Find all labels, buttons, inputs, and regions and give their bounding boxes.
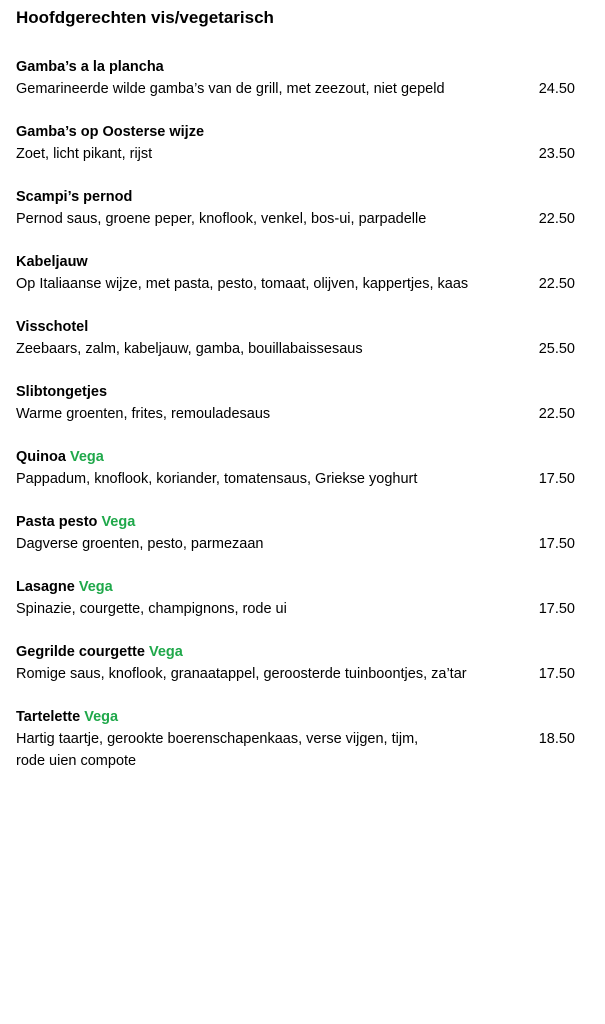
item-description: Spinazie, courgette, champignons, rode ui: [16, 601, 287, 617]
menu-item: [16, 381, 605, 425]
vega-tag: Vega: [148, 644, 183, 660]
menu-item: [16, 576, 605, 620]
item-price: 22.50: [538, 406, 575, 422]
item-description: Romige saus, knoflook, granaatappel, geroosterde tuinboontjes, za’tar: [16, 666, 467, 682]
item-price: 22.50: [538, 276, 575, 292]
item-description: Pernod saus, groene peper, knoflook, venkel, bos-ui, parpadelle: [16, 211, 427, 227]
item-name: Scampi’s pernod: [16, 189, 133, 205]
menu-list: [16, 56, 605, 772]
item-description: Dagverse groenten, pesto, parmezaan: [16, 536, 264, 552]
item-name: Tartelette: [16, 709, 81, 725]
menu-item: [16, 706, 605, 772]
item-name: Gamba’s op Oosterse wijze: [16, 124, 205, 140]
item-price: 24.50: [538, 81, 575, 97]
vega-tag: Vega: [101, 514, 136, 530]
item-name: Lasagne: [16, 579, 75, 595]
item-price: 25.50: [538, 341, 575, 357]
item-name: Gegrilde courgette: [16, 644, 145, 660]
item-price: 17.50: [538, 666, 575, 682]
item-price: 17.50: [538, 536, 575, 552]
item-price: 17.50: [538, 471, 575, 487]
menu-item: [16, 121, 605, 165]
item-name: Visschotel: [16, 319, 89, 335]
item-name: Slibtongetjes: [16, 384, 108, 400]
item-price: 23.50: [538, 146, 575, 162]
item-description: Pappadum, knoflook, koriander, tomatensaus, Griekse yoghurt: [16, 471, 418, 487]
menu-item: [16, 446, 605, 490]
menu-item: [16, 316, 605, 360]
menu-item: [16, 641, 605, 685]
item-description: Hartig taartje, gerookte boerenschapenkaas, verse vijgen, tijm, rode uien compote: [16, 731, 419, 769]
menu-item: [16, 251, 605, 295]
menu-item: [16, 56, 605, 100]
item-price: 18.50: [538, 731, 575, 747]
item-name: Quinoa: [16, 449, 66, 465]
item-description: Zeebaars, zalm, kabeljauw, gamba, bouillabaissesaus: [16, 341, 363, 357]
menu-item: [16, 511, 605, 555]
item-description: Warme groenten, frites, remouladesaus: [16, 406, 271, 422]
item-description: Op Italiaanse wijze, met pasta, pesto, tomaat, olijven, kappertjes, kaas: [16, 276, 469, 292]
item-price: 22.50: [538, 211, 575, 227]
page-title: Hoofdgerechten vis/vegetarisch: [16, 8, 274, 27]
menu-item: [16, 186, 605, 230]
item-name: Gamba’s a la plancha: [16, 59, 164, 75]
item-description: Gemarineerde wilde gamba’s van de grill, met zeezout, niet gepeld: [16, 81, 445, 97]
vega-tag: Vega: [78, 579, 113, 595]
item-price: 17.50: [538, 601, 575, 617]
item-name: Kabeljauw: [16, 254, 88, 270]
item-description: Zoet, licht pikant, rijst: [16, 146, 153, 162]
vega-tag: Vega: [69, 449, 104, 465]
item-name: Pasta pesto: [16, 514, 98, 530]
vega-tag: Vega: [84, 709, 119, 725]
